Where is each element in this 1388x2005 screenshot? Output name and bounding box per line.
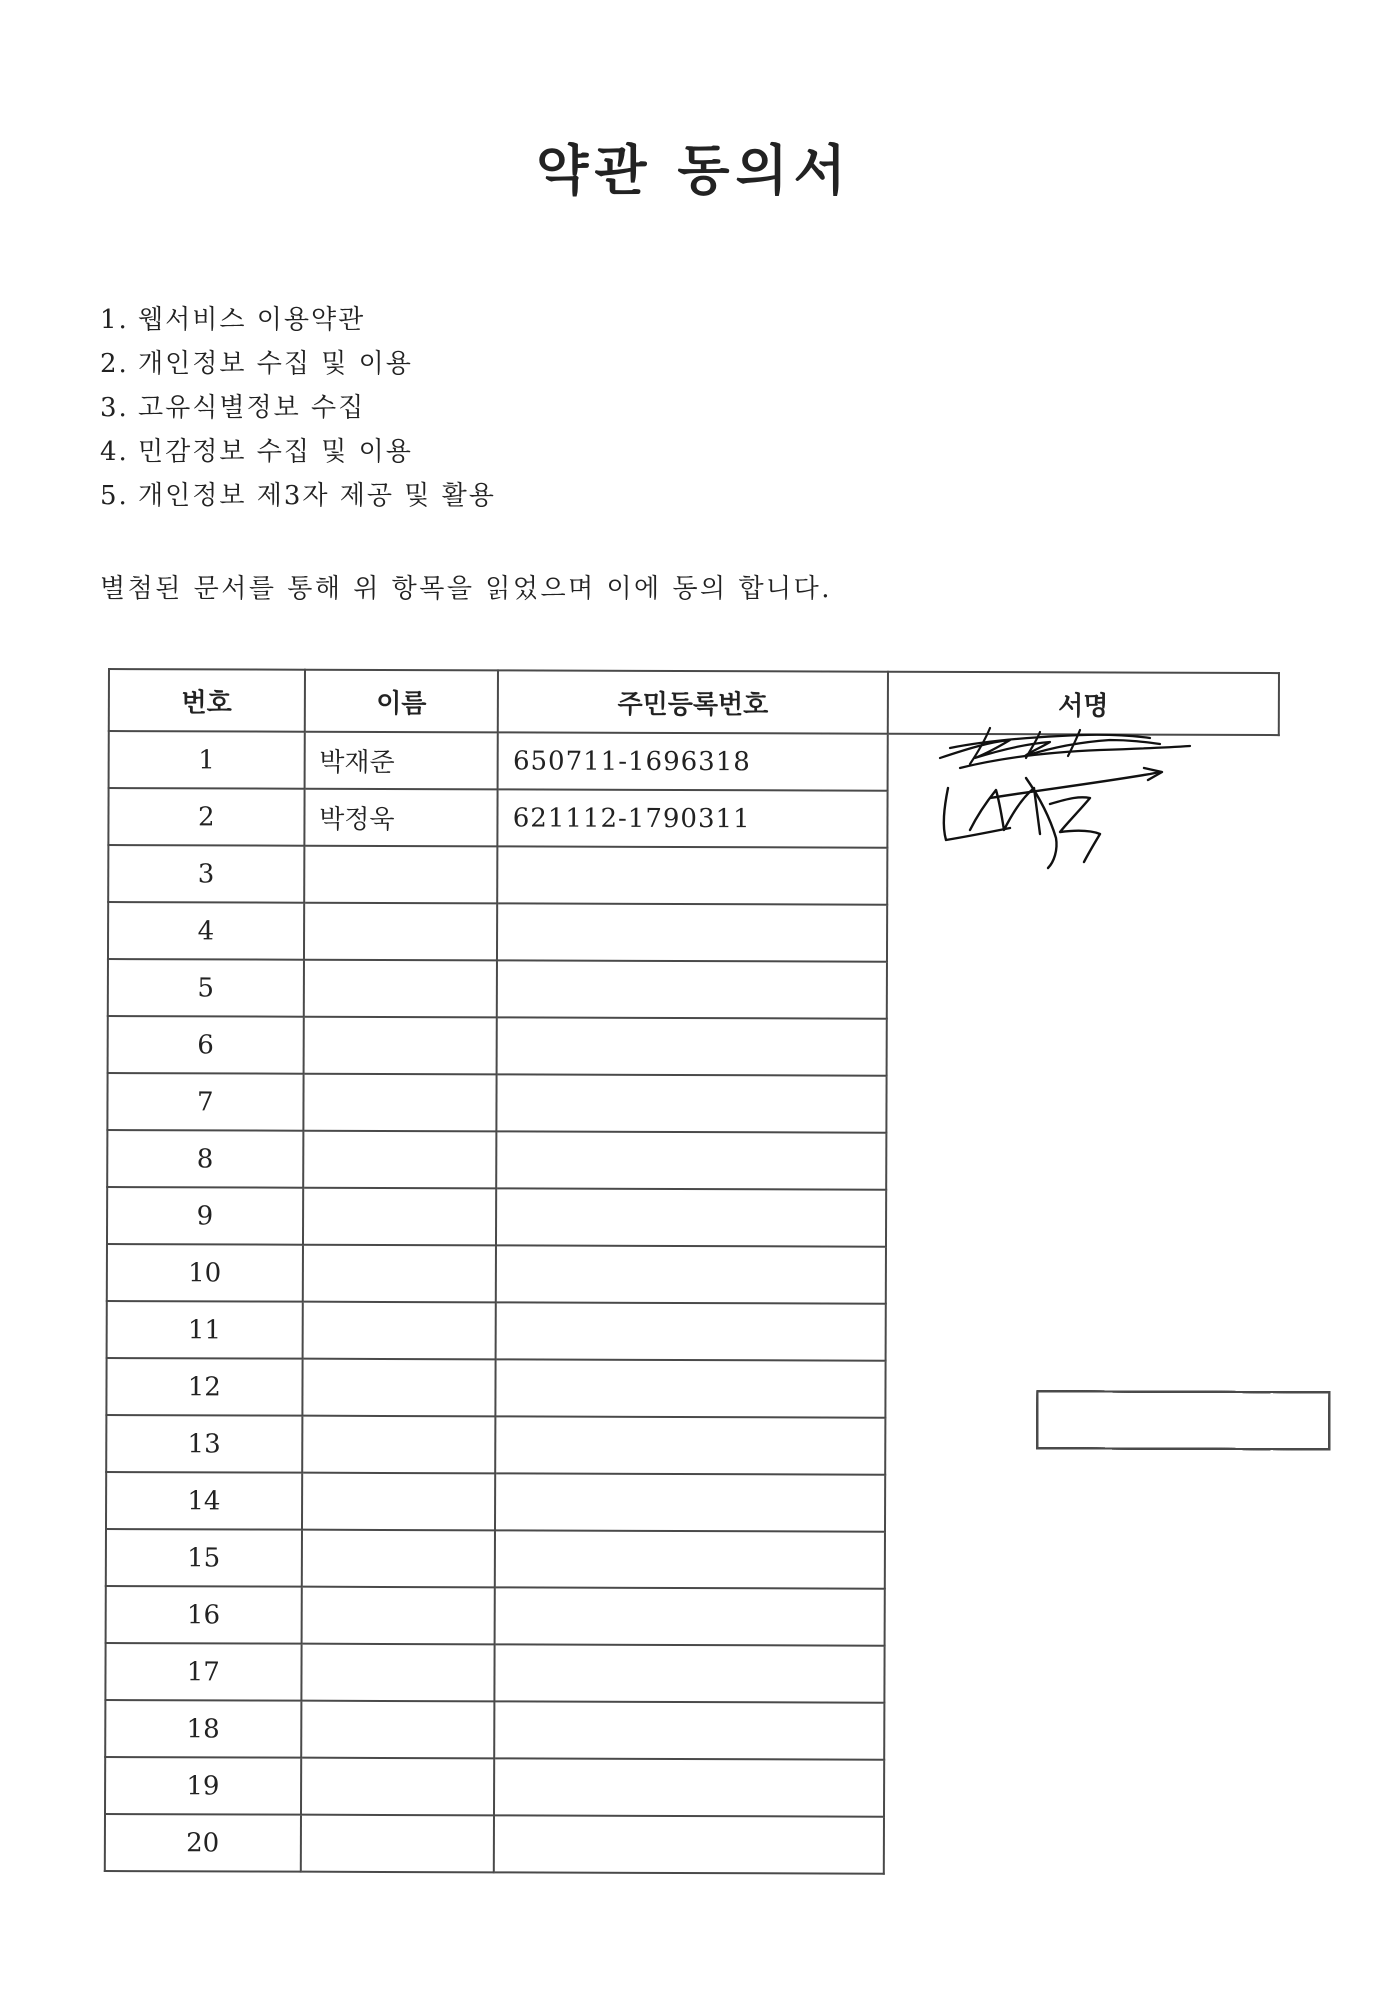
terms-item-text: 웹서비스 이용약관: [138, 305, 366, 335]
header-no: 번호: [109, 669, 305, 732]
row-name: [303, 1017, 497, 1075]
row-number: 19: [105, 1757, 301, 1815]
row-name: [303, 1131, 497, 1189]
header-rrn: 주민등록번호: [498, 670, 888, 733]
row-name: [302, 1359, 496, 1417]
terms-item-text: 고유식별정보 수집: [138, 393, 366, 423]
row-rrn: [497, 903, 887, 961]
row-rrn: [495, 1530, 885, 1588]
header-name: 이름: [304, 670, 498, 733]
row-number: 9: [107, 1187, 303, 1245]
terms-item-number: 1.: [100, 305, 129, 335]
row-number: 18: [105, 1700, 301, 1758]
table-row: [106, 1586, 1276, 1647]
row-number: 2: [108, 788, 304, 846]
row-name: [303, 1074, 497, 1132]
row-name: 박재준: [304, 732, 498, 790]
row-number: 12: [106, 1358, 302, 1416]
row-rrn: [495, 1416, 885, 1474]
row-rrn: [495, 1473, 885, 1531]
row-rrn: [497, 1017, 887, 1075]
row-name: [301, 1701, 495, 1759]
row-rrn: [495, 1644, 885, 1702]
row-name: [303, 960, 497, 1018]
table-row: [106, 1529, 1276, 1590]
table-row: [105, 1757, 1275, 1818]
row-name: [302, 1473, 496, 1531]
row-number: 20: [105, 1814, 301, 1872]
terms-item: [100, 386, 496, 430]
row-name: [302, 1302, 496, 1360]
row-number: 11: [107, 1301, 303, 1359]
terms-item: [100, 298, 496, 342]
row-rrn: [497, 1074, 887, 1132]
table-row: [105, 1643, 1275, 1704]
row-number: 17: [105, 1643, 301, 1701]
row-number: 7: [107, 1073, 303, 1131]
row-name: [302, 1245, 496, 1303]
terms-item-number: 2.: [100, 349, 129, 379]
row-number: 14: [106, 1472, 302, 1530]
terms-item-number: 3.: [100, 393, 129, 423]
row-rrn: [496, 1188, 886, 1246]
row-name: [301, 1587, 495, 1645]
row-number: 4: [108, 902, 304, 960]
terms-item-number: 5.: [100, 481, 129, 511]
terms-item-text: 개인정보 수집 및 이용: [138, 349, 413, 379]
row-number: 6: [108, 1016, 304, 1074]
row-name: 박정욱: [304, 789, 498, 847]
terms-item-text: 민감정보 수집 및 이용: [138, 437, 413, 467]
row-name: [300, 1815, 494, 1873]
row-rrn: 621112-1790311: [498, 789, 888, 847]
table-row: [108, 1016, 1278, 1077]
row-number: 16: [106, 1586, 302, 1644]
row-rrn: [496, 1245, 886, 1303]
table-row: [107, 1073, 1277, 1134]
row-rrn: [494, 1701, 884, 1759]
row-rrn: [497, 960, 887, 1018]
row-name: [301, 1530, 495, 1588]
table-row: [108, 959, 1278, 1020]
row-rrn: [496, 1131, 886, 1189]
row-rrn: [496, 1302, 886, 1360]
row-rrn: [497, 846, 887, 904]
table-row: [108, 902, 1278, 963]
header-signature: 서명: [888, 672, 1279, 735]
table-row: [106, 1472, 1276, 1533]
terms-item: [100, 430, 496, 474]
row-name: [302, 1416, 496, 1474]
table-body: [105, 731, 1279, 1875]
row-rrn: [494, 1758, 884, 1816]
table-row: [107, 1187, 1277, 1248]
row-number: 3: [108, 845, 304, 903]
row-name: [303, 1188, 497, 1246]
row-number: 15: [106, 1529, 302, 1587]
row-number: 13: [106, 1415, 302, 1473]
row-number: 8: [107, 1130, 303, 1188]
table-row: [105, 1700, 1275, 1761]
row-signature: [1036, 1390, 1330, 1450]
table-row: [105, 1814, 1275, 1875]
row-rrn: [496, 1359, 886, 1417]
consent-statement: 별첨된 문서를 통해 위 항목을 읽었으며 이에 동의 합니다.: [100, 574, 833, 604]
terms-item-text: 개인정보 제3자 제공 및 활용: [138, 481, 496, 511]
handwritten-signatures: [930, 718, 1220, 898]
terms-item-number: 4.: [100, 437, 129, 467]
terms-list: [100, 298, 496, 518]
signature-1: [940, 728, 1190, 768]
row-name: [301, 1644, 495, 1702]
row-rrn: 650711-1696318: [498, 732, 888, 790]
table-row: [107, 1244, 1277, 1305]
terms-item: [100, 342, 496, 386]
row-number: 1: [109, 731, 305, 789]
row-number: 10: [107, 1244, 303, 1302]
terms-item: [100, 474, 496, 518]
row-number: 5: [108, 959, 304, 1017]
row-name: [304, 846, 498, 904]
document-title: 약관 동의서: [536, 139, 852, 202]
signature-2: [944, 768, 1162, 868]
table-row: [107, 1301, 1277, 1362]
row-rrn: [495, 1587, 885, 1645]
row-rrn: [494, 1815, 884, 1873]
row-name: [301, 1758, 495, 1816]
row-name: [304, 903, 498, 961]
table-row: [107, 1130, 1277, 1191]
